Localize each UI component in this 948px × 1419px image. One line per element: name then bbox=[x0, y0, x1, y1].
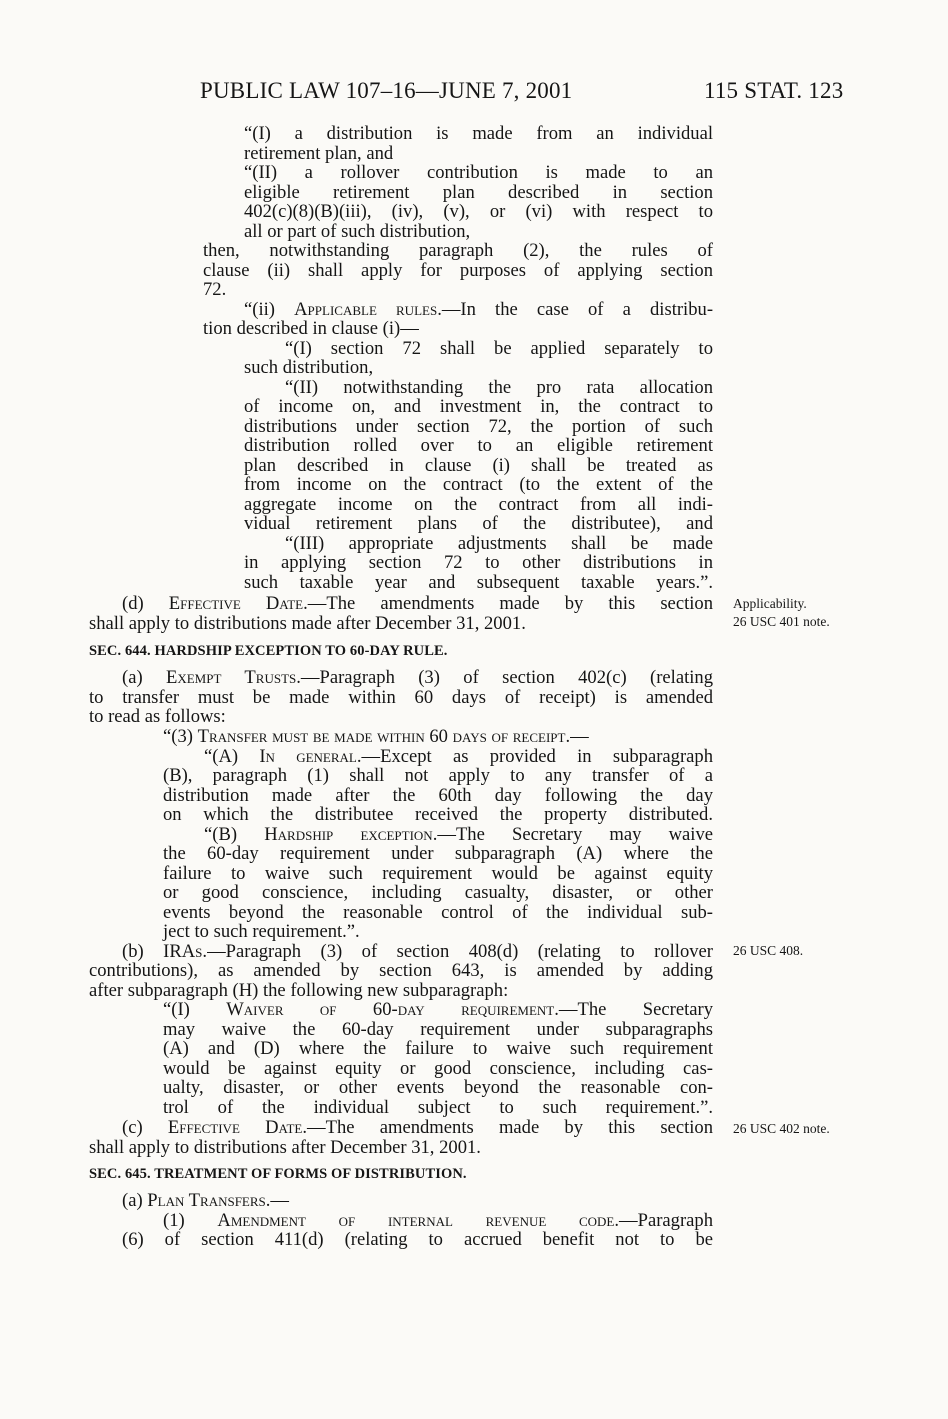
line-text: or good conscience, including casualty, disaster, or other bbox=[163, 882, 713, 903]
header-law-date: PUBLIC LAW 107–16—JUNE 7, 2001 bbox=[200, 78, 573, 103]
text-line bbox=[244, 475, 713, 495]
caption-heading: Hardship exception bbox=[264, 823, 433, 845]
text-line bbox=[244, 124, 713, 144]
line-text: ualty, disaster, or other events beyond the reasonable con- bbox=[163, 1077, 713, 1098]
line-text: to read as follows: bbox=[89, 706, 226, 727]
line-text: .—The amendments made by this section bbox=[303, 593, 713, 614]
line-text: the 60-day requirement under subparagraph (A) where the bbox=[163, 843, 713, 864]
line-text: (6) of section 411(d) (relating to accrued benefit not to be bbox=[122, 1229, 713, 1250]
text-line bbox=[285, 339, 713, 359]
text-line bbox=[163, 883, 713, 903]
line-prefix: (a) bbox=[122, 1190, 148, 1211]
text-line bbox=[285, 378, 713, 398]
text-line bbox=[163, 1098, 713, 1118]
line-prefix: “(A) bbox=[204, 745, 260, 767]
line-text: clause (ii) shall apply for purposes of applying section bbox=[203, 259, 713, 281]
caption-heading: Effective Date bbox=[167, 1117, 303, 1138]
text-line bbox=[163, 903, 713, 923]
text-line bbox=[89, 961, 713, 981]
line-prefix: (1) bbox=[163, 1209, 218, 1231]
line-text: on which the distributee received the property distributed. bbox=[163, 804, 713, 825]
text-line bbox=[203, 280, 232, 300]
line-text: contributions), as amended by section 643, is amended by adding bbox=[89, 960, 713, 981]
line-text: .—Paragraph (3) of section 402(c) (relating bbox=[296, 667, 713, 688]
line-text: all or part of such distribution, bbox=[244, 220, 471, 242]
line-text: .— bbox=[565, 726, 589, 747]
margin-note-usc-401: 26 USC 401 note. bbox=[733, 614, 830, 629]
line-text: .—The amendments made by this section bbox=[302, 1117, 713, 1138]
text-line bbox=[122, 1230, 713, 1250]
line-text: shall apply to distributions made after December 31, 2001. bbox=[89, 613, 526, 634]
caption-heading: Exempt Trusts bbox=[166, 667, 297, 688]
text-line bbox=[204, 747, 713, 767]
line-text: .—Except as provided in subparagraph bbox=[356, 745, 714, 767]
line-text: shall apply to distributions after December 31, 2001. bbox=[89, 1136, 481, 1158]
line-text: may waive the 60-day requirement under subparagraphs bbox=[163, 1018, 713, 1040]
line-text: of income on, and investment in, the contract to bbox=[244, 396, 713, 417]
line-text: “(I) section 72 shall be applied separately to bbox=[285, 337, 713, 359]
text-line bbox=[244, 397, 713, 417]
text-line bbox=[89, 1138, 580, 1158]
text-line bbox=[89, 981, 660, 1001]
text-line bbox=[163, 1020, 713, 1040]
line-text: events beyond the reasonable control of the individual sub- bbox=[163, 901, 713, 923]
text-line bbox=[244, 358, 408, 378]
text-line bbox=[163, 864, 713, 884]
text-line bbox=[203, 261, 713, 281]
text-line bbox=[163, 1000, 713, 1020]
caption-heading: Effective Date bbox=[168, 593, 304, 614]
line-text: (B), paragraph (1) shall not apply to any transfer of a bbox=[163, 765, 713, 786]
text-line bbox=[163, 1059, 713, 1079]
line-prefix: “(B) bbox=[204, 823, 265, 845]
caption-heading: Applicable rules bbox=[294, 298, 438, 320]
text-line bbox=[203, 318, 419, 339]
line-text: distribution rolled over to an eligible retirement bbox=[244, 435, 713, 456]
line-text: .—Paragraph bbox=[614, 1209, 713, 1231]
text-line bbox=[244, 456, 713, 476]
line-text: eligible retirement plan described in section bbox=[244, 181, 713, 203]
text-line bbox=[163, 1078, 713, 1098]
line-text: 72. bbox=[203, 279, 227, 300]
margin-note-applicability: Applicability. bbox=[733, 596, 807, 611]
caption-heading: Waiver of 60-day requirement bbox=[226, 999, 555, 1020]
line-prefix: (d) bbox=[122, 593, 169, 614]
caption-heading: IRAs bbox=[163, 940, 203, 962]
text-line bbox=[163, 766, 713, 786]
line-text: such taxable year and subsequent taxable years.”. bbox=[244, 571, 713, 593]
line-text: “(III) appropriate adjustments shall be made bbox=[285, 532, 713, 554]
line-text: retirement plan, and bbox=[244, 142, 394, 164]
line-text: 402(c)(8)(B)(iii), (iv), (v), or (vi) with respect to bbox=[244, 201, 713, 222]
text-line bbox=[244, 553, 713, 573]
line-text: “(II) notwithstanding the pro rata allocation bbox=[285, 376, 713, 398]
line-text: would be against equity or good conscience, including cas- bbox=[163, 1057, 713, 1079]
line-text: .— bbox=[265, 1190, 290, 1211]
text-line bbox=[244, 300, 713, 320]
caption-heading: Amendment of internal revenue code bbox=[217, 1209, 615, 1231]
line-prefix: (c) bbox=[122, 1117, 168, 1138]
text-line bbox=[163, 844, 713, 864]
line-text: plan described in clause (i) shall be treated as bbox=[244, 454, 713, 476]
running-header bbox=[0, 78, 948, 108]
text-line bbox=[244, 202, 713, 222]
text-line bbox=[122, 942, 713, 962]
text-line bbox=[163, 727, 722, 747]
text-line bbox=[122, 594, 713, 614]
line-prefix: “(3) bbox=[163, 726, 198, 747]
line-prefix: (a) bbox=[122, 667, 166, 688]
line-text: aggregate income on the contract from all indi- bbox=[244, 493, 713, 515]
margin-note-usc-408: 26 USC 408. bbox=[733, 943, 804, 958]
line-text: .—The Secretary bbox=[554, 999, 713, 1020]
caption-heading: In general bbox=[259, 745, 357, 767]
line-text: ject to such requirement.”. bbox=[163, 921, 360, 942]
line-text: distribution made after the 60th day following the day bbox=[163, 784, 713, 806]
line-prefix: “(I) bbox=[163, 999, 227, 1020]
line-prefix: (b) bbox=[122, 940, 164, 962]
line-text: from income on the contract (to the extent of the bbox=[244, 474, 713, 495]
line-prefix: “(ii) bbox=[244, 298, 295, 320]
text-line bbox=[89, 707, 278, 727]
line-text: vidual retirement plans of the distributee), and bbox=[244, 513, 713, 534]
text-line bbox=[244, 573, 713, 593]
text-line bbox=[122, 1191, 290, 1211]
section-heading bbox=[89, 1165, 545, 1185]
text-line bbox=[163, 786, 713, 806]
line-text: “(II) a rollover contribution is made to an bbox=[244, 162, 713, 183]
line-text: in applying section 72 to other distributions in bbox=[244, 552, 713, 573]
text-line bbox=[163, 1039, 713, 1059]
text-line bbox=[89, 614, 630, 634]
text-line bbox=[163, 805, 713, 825]
text-line bbox=[163, 1211, 713, 1231]
caption-heading: Plan Transfers bbox=[147, 1190, 266, 1211]
line-text: SEC. 644. HARDSHIP EXCEPTION TO 60-DAY RULE. bbox=[89, 643, 448, 659]
text-line bbox=[204, 825, 713, 845]
text-line bbox=[244, 222, 500, 242]
line-text: tion described in clause (i)— bbox=[203, 318, 419, 339]
text-line bbox=[244, 183, 713, 203]
text-line bbox=[244, 144, 433, 164]
line-text: distributions under section 72, the portion of such bbox=[244, 415, 713, 437]
line-text: to transfer must be made within 60 days of receipt) is amended bbox=[89, 687, 713, 708]
line-text: failure to waive such requirement would be against equity bbox=[163, 862, 713, 884]
line-text: such distribution, bbox=[244, 357, 374, 378]
header-stat-page: 115 STAT. 123 bbox=[704, 78, 844, 103]
text-line bbox=[203, 241, 713, 261]
line-text: .—In the case of a distribu- bbox=[437, 298, 714, 320]
text-line bbox=[163, 922, 402, 942]
line-text: trol of the individual subject to such requirement.”. bbox=[163, 1096, 713, 1118]
margin-note-usc-402: 26 USC 402 note. bbox=[733, 1121, 830, 1136]
text-line bbox=[285, 534, 713, 554]
section-heading bbox=[89, 642, 520, 662]
text-line bbox=[244, 417, 713, 437]
line-text: SEC. 645. TREATMENT OF FORMS OF DISTRIBUTION. bbox=[89, 1166, 467, 1182]
text-line bbox=[122, 1118, 713, 1138]
line-text: .—Paragraph (3) of section 408(d) (relating to rollover bbox=[202, 940, 713, 962]
text-line bbox=[244, 514, 713, 534]
text-line bbox=[122, 668, 713, 688]
line-text: after subparagraph (H) the following new subparagraph: bbox=[89, 979, 509, 1001]
text-line bbox=[244, 163, 713, 183]
caption-heading: Transfer must be made within 60 days of receipt bbox=[197, 726, 566, 747]
line-text: .—The Secretary may waive bbox=[432, 823, 714, 845]
line-text: “(I) a distribution is made from an individual bbox=[244, 123, 713, 144]
text-line bbox=[244, 495, 713, 515]
line-text: (A) and (D) where the failure to waive such requirement bbox=[163, 1038, 713, 1059]
text-line bbox=[89, 688, 713, 708]
line-text: then, notwithstanding paragraph (2), the rules of bbox=[203, 240, 713, 261]
text-line bbox=[244, 436, 713, 456]
